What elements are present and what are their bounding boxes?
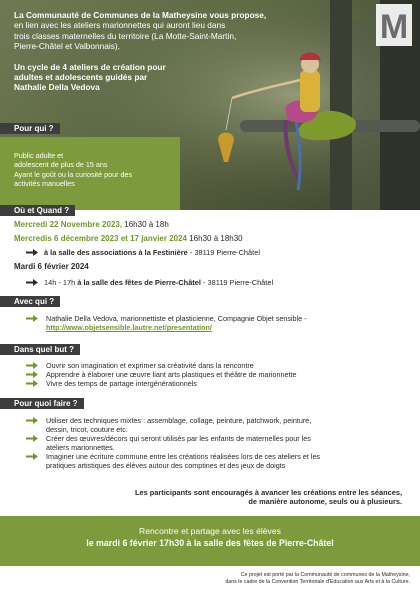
arrow-bullet-icon — [26, 453, 38, 460]
label-dans-quel-but: Dans quel but ? — [0, 344, 80, 355]
who-text — [14, 151, 174, 189]
what-item-3-b: pratiques artistiques des élèves autour des comptines et des jeux de doigts — [46, 461, 286, 471]
intro-paragraph — [14, 10, 319, 52]
intro-line-4: Pierre-Châtel et Valbonnais), — [14, 41, 120, 52]
closing-line-1: Les participants sont encouragés à avancer les créations entre les séances, — [134, 488, 402, 497]
label-pour-qui: Pour qui ? — [0, 123, 60, 134]
closing-note — [0, 488, 420, 507]
list-item — [26, 434, 406, 452]
with-line-1: Nathalie Della Vedova, marionnettiste et plasticienne, Compagnie Objet sensible - — [46, 314, 307, 323]
subtitle — [14, 62, 319, 93]
intro-line-3: trois classes maternelles du territoire (La Motte-Saint-Martin, — [14, 30, 237, 41]
subtitle-line-1: Un cycle de 4 ateliers de création pour — [14, 61, 166, 72]
why-item-2: Apprendre à élaborer une œuvre liant arts plastiques et théâtre de marionnette — [46, 370, 297, 380]
label-pour-quoi-faire: Pour quoi faire ? — [0, 398, 84, 409]
date-1: Mercredi 22 Novembre 2023, — [14, 220, 123, 229]
with-list — [26, 314, 406, 332]
what-item-2-a: Créer des œuvres/décors qui seront utilisés par les enfants de maternelles pour les — [46, 434, 311, 444]
arrow-bullet-icon — [26, 371, 38, 378]
when-place-1 — [26, 248, 260, 258]
label-avec-qui: Avec qui ? — [0, 296, 60, 307]
date-2: Mercredis 6 décembre 2023 et 17 janvier 2024 — [14, 234, 187, 243]
subtitle-line-3: Nathalie Della Vedova — [14, 82, 100, 93]
what-item-1-a: Utiliser des techniques mixtes : assemblage, collage, peinture, patchwork, peinture, — [46, 416, 312, 425]
closing-line-2: de manière autonome, seuls ou à plusieurs. — [248, 497, 402, 507]
subtitle-line-2: adultes et adolescents guidés par — [14, 72, 148, 83]
arrow-bullet-icon — [26, 249, 38, 256]
list-item — [26, 370, 406, 379]
who-line-4: activités manuelles — [14, 179, 75, 189]
when-date-1 — [14, 220, 169, 230]
logo-letter: M — [379, 8, 409, 46]
what-item-2-b: ateliers marionnettes. — [46, 443, 115, 453]
time-2: 16h30 à 18h30 — [187, 234, 243, 243]
place-2-city: - 38119 Pierre-Châtel — [200, 278, 274, 287]
label-ou-et-quand: Où et Quand ? — [0, 205, 75, 216]
when-date-2 — [14, 234, 243, 244]
why-list — [26, 361, 406, 388]
place-1-name: à la salle des associations à la Festinière — [44, 248, 188, 257]
footer-credits — [170, 572, 410, 586]
list-item — [26, 416, 406, 434]
date-3: Mardi 6 février 2024 — [14, 262, 89, 271]
list-item — [26, 361, 406, 370]
company-website-link[interactable]: http://www.objetsensible.lautre.net/presentation/ — [46, 323, 212, 333]
footer-line-1: Ce projet est porté par la Communauté de communes de la Matheysine, — [240, 572, 410, 578]
arrow-bullet-icon — [26, 380, 38, 387]
arrow-bullet-icon — [26, 362, 38, 369]
who-line-3: Ayant le goût ou la curiosité pour des — [14, 169, 133, 179]
time-1: 16h30 à 18h — [122, 220, 169, 229]
who-line-2: adolescent de plus de 15 ans — [14, 160, 108, 170]
place-1-city: - 38119 Pierre-Châtel — [187, 248, 260, 257]
list-item — [26, 452, 406, 470]
why-item-3: Vivre des temps de partage intergénérationnels — [46, 379, 197, 389]
intro-line-2: en lien avec les ateliers marionnettes qui auront lieu dans — [14, 20, 226, 31]
matheysine-logo-icon — [376, 4, 412, 46]
intro-line-1: La Communauté de Communes de la Matheysine vous propose, — [14, 10, 267, 20]
when-place-2 — [26, 278, 273, 288]
event-banner — [0, 516, 420, 566]
arrow-bullet-icon — [26, 279, 38, 286]
why-item-1: Ouvrir son imagination et exprimer sa créativité dans la rencontre — [46, 361, 254, 370]
what-item-3-a: Imaginer une écriture commune entre les créations réalisées lors de ces ateliers et les — [46, 452, 321, 462]
what-item-1-b: dessin, tricot, couture etc. — [46, 425, 128, 435]
arrow-bullet-icon — [26, 315, 38, 322]
list-item — [26, 314, 406, 332]
who-line-1: Public adulte et — [14, 151, 64, 160]
what-list — [26, 416, 406, 471]
arrow-bullet-icon — [26, 435, 38, 442]
footer-line-2: dans le cadre de la Convention Territoriale d'Education aux Arts et à la Culture. — [225, 578, 410, 585]
hero-text — [14, 10, 319, 93]
event-banner-line-2: le mardi 6 février 17h30 à la salle des fêtes de Pierre-Châtel — [86, 538, 334, 548]
place-2-time: 14h - 17h — [44, 278, 76, 287]
event-banner-line-1: Rencontre et partage avec les élèves — [139, 526, 281, 536]
list-item — [26, 379, 406, 388]
place-2-name: à la salle des fêtes de Pierre-Châtel — [75, 278, 201, 287]
arrow-bullet-icon — [26, 417, 38, 424]
